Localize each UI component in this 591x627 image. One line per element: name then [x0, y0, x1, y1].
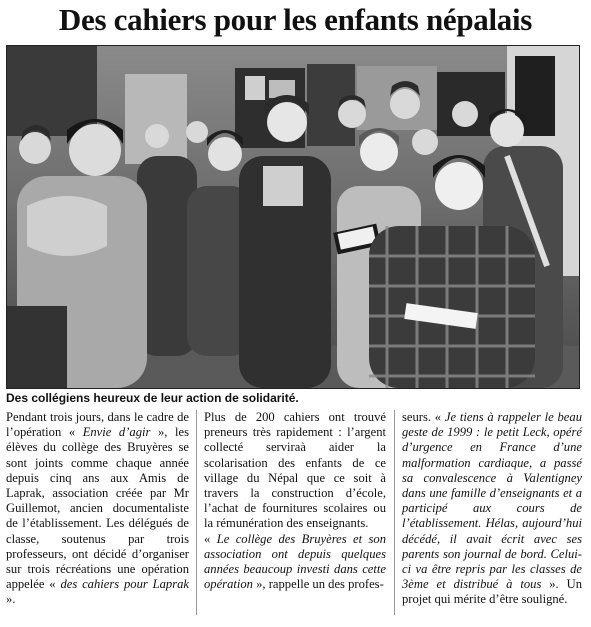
text-run-italic: Je tiens à rappeler le beau geste de 1999 : le petit Leck, opéré d’urgence en France d’une malformation cardiaque, a passé sa convalescence à Valentigney dans une famille d’enseignants et a participé aux cours de l’établissement. Hélas, aujourd’hui décédé, il avait écrit avec ses parents son journal de bord. Celui-ci va être repris par les classes de 3ème et distribué à tous — [402, 410, 582, 592]
column-2-paragraph-1: Plus de 200 cahiers ont trouvé preneurs très rapidement : l’argent collecté serviraà aider la scolarisation des enfants de ce village du Népal que ce soit à travers la construction d’école, l’achat de fournitures scolaires ou la rémunération des enseignants. — [204, 410, 386, 531]
photo-illustration — [7, 46, 579, 388]
text-run-italic: Le collège des Bruyères et son association ont depuis quelques années beaucoup investi dans cette opération — [204, 531, 387, 592]
article-column-3 — [402, 410, 582, 608]
text-run: « — [204, 531, 217, 546]
text-run: Pendant trois jours, dans le cadre de l’opération « — [6, 410, 189, 440]
article-column-2 — [204, 410, 386, 592]
text-run-italic: Envie d’agir — [82, 425, 151, 440]
text-run: seurs. « — [402, 410, 445, 424]
text-run-italic: des cahiers pour Laprak — [60, 577, 190, 592]
headline: Des cahiers pour les enfants népalais — [58, 2, 533, 37]
text-run: ». Un projet qui mérite d’être souligné. — [402, 577, 583, 607]
column-divider — [394, 410, 395, 615]
photo-caption: Des collégiens heureux de leur action de solidarité. — [6, 391, 299, 405]
column-3-paragraph — [402, 410, 582, 608]
column-2-paragraph-2 — [204, 532, 386, 593]
text-run: ». — [6, 592, 16, 607]
text-run: », rappelle un des profes- — [252, 577, 384, 592]
column-divider — [196, 410, 197, 615]
column-1-paragraph — [6, 410, 189, 608]
text-run: », les élèves du collège des Bruyères se sont joints comme chaque année depuis cinq ans aux Amis de Laprak, association créée par Mr Guillemot, ancien documentaliste de l’établissement. Les délégués de classe, soutenus par trois professeurs, ont décidé d’organiser sur trois récréations une opération appelée « — [6, 425, 189, 592]
group-photo — [6, 45, 580, 389]
article-column-1 — [6, 410, 189, 608]
